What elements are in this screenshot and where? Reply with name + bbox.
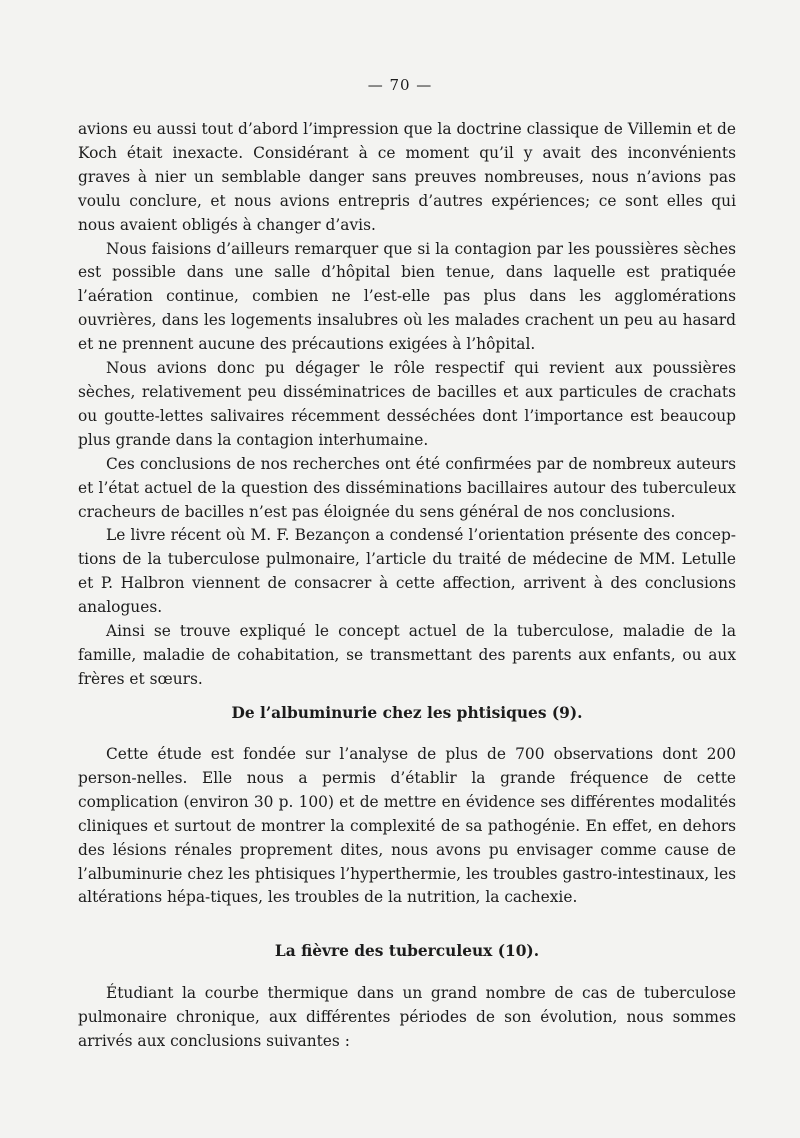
paragraph: Le livre récent où M. F. Bezançon a condensé l’orientation présente des concep-tions de la tuberculose pulmonaire, l’article du traité de médecine de MM. Letulle et P. Halbron viennent de consacrer à cette affection, arrivent à des conclusions analogues. (78, 526, 736, 617)
paragraph-continuation: avions eu aussi tout d’abord l’impression que la doctrine classique de Villemin et de Koch était inexacte. Considérant à ce moment qu’il y avait des inconvénients graves à nier un semblable danger sans preuves nombreuses, nous n’avions pas voulu conclure, et nous avions entrepris d’autres expériences; ce sont elles qui nous avaient obligés à changer d’avis. (78, 120, 736, 234)
section-title-albuminurie: De l’albuminurie chez les phtisiques (9). (231, 704, 583, 722)
paragraph: Nous faisions d’ailleurs remarquer que si la contagion par les poussières sèches est possible dans une salle d’hôpital bien tenue, dans laquelle est pratiquée l’aération continue, combien ne l’est-elle pas plus dans les agglomérations ouvrières, dans les logements insalubres où les malades crachent un peu au hasard et ne prennent aucune des précautions exigées à l’hôpital. (78, 239, 736, 354)
paragraph: Ainsi se trouve expliqué le concept actuel de la tuberculose, maladie de la famille, maladie de cohabitation, se transmettant des parents aux enfants, ou aux frères et sœurs. (78, 622, 736, 688)
intro-text-block (78, 118, 736, 692)
paragraph: Étudiant la courbe thermique dans un grand nombre de cas de tuberculose pulmonaire chronique, aux différentes périodes de son évolution, nous sommes arrivés aux conclusions suivantes : (78, 984, 736, 1050)
albuminurie-text-block (78, 743, 736, 910)
section-title-fievre: La fièvre des tuberculeux (10). (274, 942, 540, 960)
paragraph: Ces conclusions de nos recherches ont été confirmées par de nombreux auteurs et l’état actuel de la question des disséminations bacillaires autour des tuberculeux cracheurs de bacilles n’est pas éloignée du sens général de nos conclusions. (78, 454, 736, 521)
paragraph: Nous avions donc pu dégager le rôle respectif qui revient aux poussières sèches, relativement peu disséminatrices de bacilles et aux particules de crachats ou goutte-lettes salivaires récemment desséchées dont l’importance est beaucoup plus grande dans la contagion interhumaine. (78, 359, 736, 449)
paragraph: Cette étude est fondée sur l’analyse de plus de 700 observations dont 200 person-nelles. Elle nous a permis d’établir la grande fréquence de cette complication (environ 30 p. 100) et de mettre en évidence ses différentes modalités cliniques et surtout de montrer la complexité de sa pathogénie. En effet, en dehors des lésions rénales proprement dites, nous avons pu envisager comme cause de l’albuminurie chez les phtisiques l’hyperthermie, les troubles gastro-intestinaux, les altérations hépa-tiques, les troubles de la nutrition, la cachexie. (78, 745, 736, 907)
fievre-text-block (78, 982, 736, 1054)
page-number: — 70 — (367, 76, 433, 94)
